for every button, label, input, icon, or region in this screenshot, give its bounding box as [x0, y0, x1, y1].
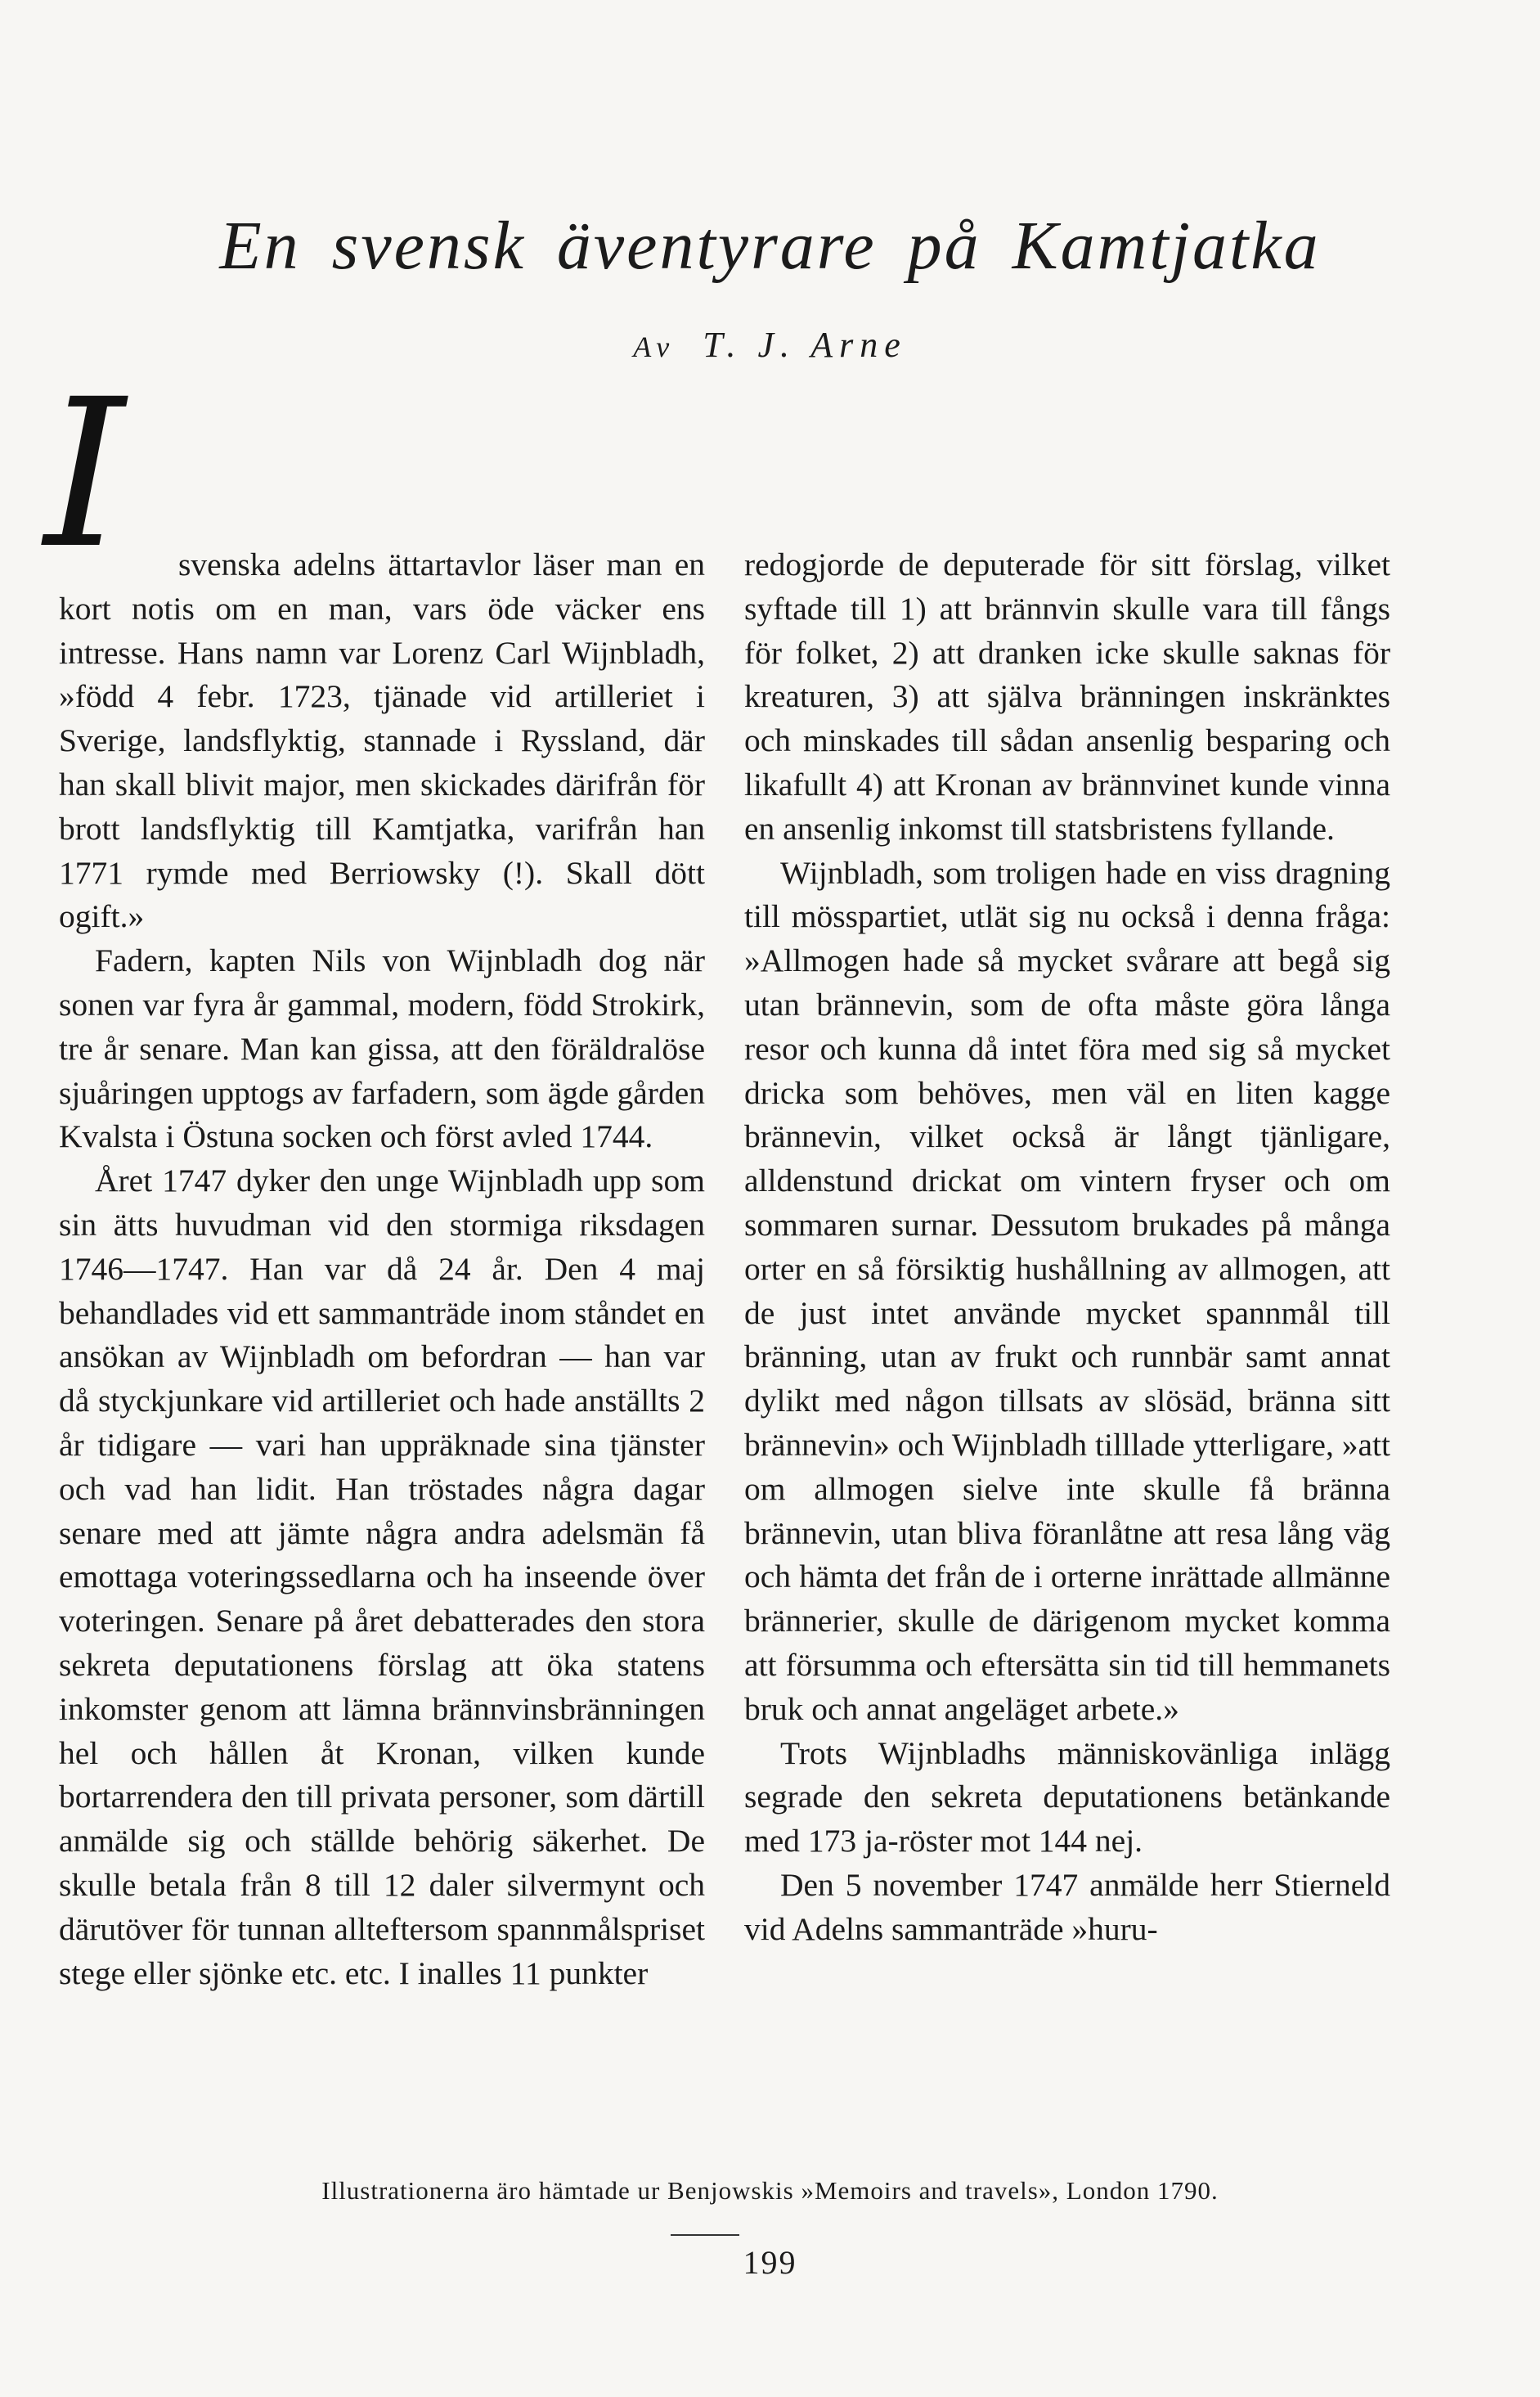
- paragraph: Trots Wijnbladhs människovänliga inlägg segrade den sekreta deputationens betänkande med 173 ja-röster mot 144 nej.: [744, 1734, 1390, 1860]
- left-column: [44, 355, 705, 1995]
- paragraph: [44, 355, 705, 939]
- byline-prefix: Av: [633, 331, 676, 363]
- author-name: T. J. Arne: [703, 325, 907, 365]
- paragraph-text: svenska adelns ättartavlor läser man en kort notis om en man, vars öde väcker ens intresse. Hans namn var Lorenz Carl Wijnbladh, »född 4 febr. 1723, tjänade vid artilleriet i Sverige, landsflyktig, stannade i Ryssland, där han skall blivit major, men skickades därifrån för brott landsflyktig till Kamtjatka, varifrån han 1771 rymde med Berriowsky (!). Skall dött ogift.»: [59, 546, 705, 935]
- right-column: [744, 543, 1390, 1952]
- illustration-caption: Illustrationerna äro hämtade ur Benjowskis »Memoirs and travels», London 1790.: [321, 2176, 1219, 2205]
- page-number-rule: [671, 2234, 739, 2236]
- paragraph: redogjorde de deputerade för sitt förslag, vilket syftade till 1) att brännvin skulle vara till fångs för folket, 2) att dranken icke skulle saknas för kreaturen, 3) att själva bränningen inskränktes och minskades till sådan ansenlig besparing och likafullt 4) att Kronan av brännvinet kunde vinna en ansenlig inkomst till statsbristens fyllande.: [744, 546, 1390, 847]
- drop-cap: I: [44, 355, 125, 593]
- paragraph: Den 5 november 1747 anmälde herr Stierneld vid Adelns sammanträde »huru-: [744, 1866, 1390, 1947]
- article-byline: [0, 324, 1540, 366]
- paragraph: Wijnbladh, som troligen hade en viss dragning till mösspartiet, utlät sig nu också i denna fråga: »Allmogen hade så mycket svårare att begå sig utan brännevin, som de ofta måste göra långa resor och kunna då intet föra med sig så mycket dricka som behöves, men väl en liten kagge brännevin, vilket också är långt tjänligare, alldenstund drickat om vintern fryser och om sommaren surnar. Dessutom brukades på många orter en så försiktig hushållning av allmogen, att de just intet använde mycket spannmål till bränning, utan av frukt och runnbär samt annat dylikt med någon tillsats av slösäd, bränna sitt brännevin» och Wijnbladh tilllade ytterligare, »att om allmogen sielve inte skulle få bränna brännevin, utan bliva föranlåtne att resa lång väg och hämta det från de i orterne inrättade allmänne brännerier, skulle de därigenom mycket komma att försumma och eftersätta sin tid till hemmanets bruk och annat angeläget arbete.»: [744, 854, 1390, 1727]
- paragraph: Året 1747 dyker den unge Wijnbladh upp som sin ätts huvudman vid den stormiga riksdagen 1746—1747. Han var då 24 år. Den 4 maj behandlades vid ett sammanträde inom ståndet en ansökan av Wijnbladh om befordran — han var då styckjunkare vid artilleriet och hade anställts 2 år tidigare — vari han uppräknade sina tjänster och vad han lidit. Han tröstades några dagar senare med att jämte några andra adelsmän få emottaga voteringssedlarna och ha inseende över voteringen. Senare på året debatterades den stora sekreta deputationens förslag att öka statens inkomster genom att lämna brännvinsbränningen hel och hållen åt Kronan, vilken kunde bortarrendera den till privata personer, som därtill anmälde sig och ställde behörig säkerhet. De skulle betala från 8 till 12 daler silvermynt och därutöver för tunnan allteftersom spannmålspriset stege eller sjönke etc. etc. I inalles 11 punkter: [59, 1163, 705, 1991]
- paragraph: Fadern, kapten Nils von Wijnbladh dog när sonen var fyra år gammal, modern, född Strokirk, tre år senare. Man kan gissa, att den föräldralöse sjuåringen upptogs av farfadern, som ägde gården Kvalsta i Östuna socken och först avled 1744.: [59, 942, 705, 1155]
- article-title: En svensk äventyrare på Kamtjatka: [219, 208, 1321, 284]
- page-number: 199: [743, 2244, 797, 2281]
